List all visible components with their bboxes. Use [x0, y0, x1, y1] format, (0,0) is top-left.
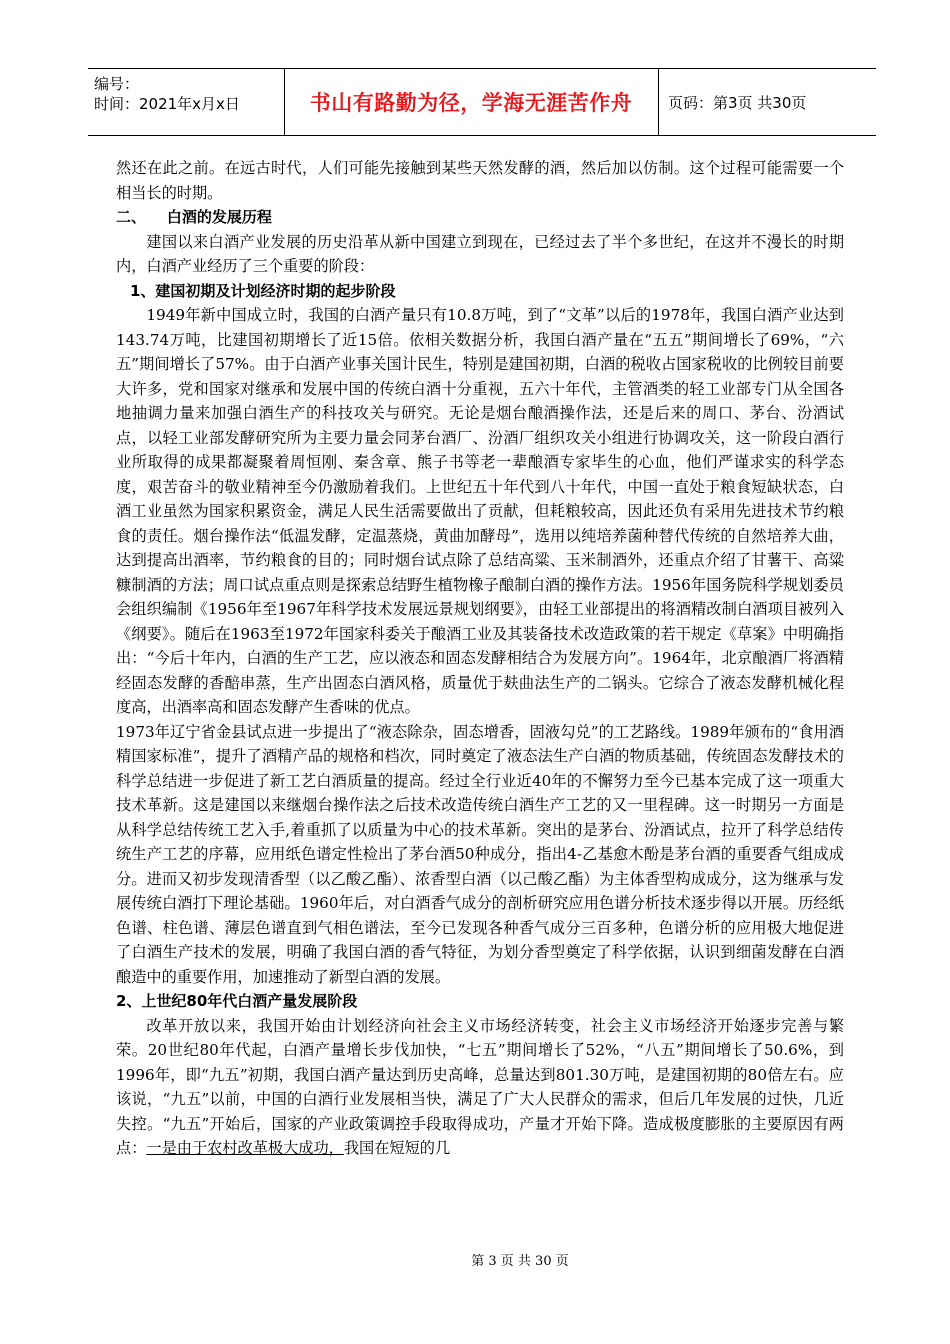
- page-footer: [0, 1250, 950, 1269]
- stage2-text: 改革开放以来，我国开始由计划经济向社会主义市场经济转变，社会主义市场经济开始逐步完善与繁荣。20世纪80年代起，白酒产量增长步伐加快，“七五”期间增长了52%，“八五”期间增长了50.6%，到1996年，即“九五”初期，我国白酒产量达到历史高峰，总量达到801.30万吨，是建国初期的80倍左右。应该说，“九五”以前，中国的白酒行业发展相当快，满足了广大人民群众的需求，但后几年发展的过快，几近失控。“九五”开始后，国家的产业政策调控手段取得成功，产量才开始下降。造成极度膨胀的主要原因有两点：: [116, 1016, 844, 1157]
- header-page-cell: [658, 69, 876, 135]
- continuation-paragraph: 然还在此之前。在远古时代，人们可能先接触到某些天然发酵的酒，然后加以仿制。这个过程可能需要一个相当长的时期。: [116, 159, 844, 202]
- header-motto: 书山有路勤为径，学海无涯苦作舟: [309, 91, 633, 115]
- page-header: [88, 68, 876, 136]
- document-body: [116, 156, 844, 1161]
- document-number: 编号：: [94, 75, 140, 93]
- footer-page-number: 第 3 页 共 30 页: [471, 1254, 569, 1269]
- intro-paragraph: 建国以来白酒产业发展的历史沿革从新中国建立到现在，已经过去了半个多世纪，在这并不漫长的时期内，白酒产业经历了三个重要的阶段：: [116, 232, 844, 275]
- section-heading: 二、 白酒的发展历程: [116, 208, 272, 226]
- underlined-phrase: 一是由于农村改革极大成功，: [146, 1139, 344, 1157]
- header-page-info: 页码：第3页 共30页: [668, 93, 807, 112]
- document-date: 时间：2021年x月x日: [94, 95, 240, 113]
- stage2-tail: 我国在短短的几: [343, 1139, 451, 1157]
- stage1-paragraph-a: 1949年新中国成立时，我国的白酒产量只有10.8万吨，到了“文革”以后的1978年，我国白酒产业达到143.74万吨，比建国初期增长了近15倍。依相关数据分析，我国白酒产量在“五五”期间增长了69%，“六五”期间增长了57%。由于白酒产业事关国计民生，特别是建国初期，白酒的税收占国家税收的比例较目前要大许多，党和国家对继承和发展中国的传统白酒十分重视，五六十年代，主管酒类的轻工业部专门从全国各地抽调力量来加强白酒生产的科技攻关与研究。无论是烟台酿酒操作法，还是后来的周口、茅台、汾酒试点，以轻工业部发酵研究所为主要力量会同茅台酒厂、汾酒厂组织攻关小组进行协调攻关，这一阶段白酒行业所取得的成果都凝聚着周恒刚、秦含章、熊子书等老一辈酿酒专家毕生的心血，他们严谨求实的科学态度，艰苦奋斗的敬业精神至今仍激励着我们。上世纪五十年代到八十年代，中国一直处于粮食短缺状态，白酒工业虽然为国家积累资金，满足人民生活需要做出了贡献，但耗粮较高，因此还负有采用先进技术节约粮食的责任。烟台操作法“低温发酵，定温蒸烧，黄曲加酵母”，选用以纯培养菌种替代传统的自然培养大曲，达到提高出酒率，节约粮食的目的；同时烟台试点除了总结高粱、玉米制酒外，还重点介绍了甘薯干、高粱糠制酒的方法；周口试点重点则是探索总结野生植物橡子酿制白酒的操作方法。1956年国务院科学规划委员会组织编制《1956年至1967年科学技术发展远景规划纲要》，由轻工业部提出的将酒精改制白酒项目被列入《纲要》。随后在1963至1972年国家科委关于酿酒工业及其装备技术改造政策的若干规定《草案》中明确指出：“今后十年内，白酒的生产工艺，应以液态和固态发酵相结合为发展方向”。1964年，北京酿酒厂将酒精经固态发酵的香醅串蒸，生产出固态白酒风格，质量优于麸曲法生产的二锅头。它综合了液态发酵机械化程度高，出酒率高和固态发酵产生香味的优点。: [116, 306, 844, 716]
- stage2-paragraph: [116, 1014, 844, 1161]
- header-meta-cell: [88, 69, 285, 135]
- subsection-heading-2: 2、上世纪80年代白酒产量发展阶段: [116, 992, 358, 1010]
- stage1-paragraph-b: 1973年辽宁省金县试点进一步提出了“液态除杂，固态增香，固液勾兑”的工艺路线。1989年颁布的“食用酒精国家标准”，提升了酒精产品的规格和档次，同时奠定了液态法生产白酒的物质基础，传统固态发酵技术的科学总结进一步促进了新工艺白酒质量的提高。经过全行业近40年的不懈努力至今已基本完成了这一项重大技术革新。这是建国以来继烟台操作法之后技术改造传统白酒生产工艺的又一里程碑。这一时期另一方面是从科学总结传统工艺入手,着重抓了以质量为中心的技术革新。突出的是茅台、汾酒试点，拉开了科学总结传统生产工艺的序幕，应用纸色谱定性检出了茅台酒50种成分，指出4-乙基愈木酚是茅台酒的重要香气组成成分。进而又初步发现清香型（以乙酸乙酯）、浓香型白酒（以己酸乙酯）为主体香型构成成分，这为继承与发展传统白酒打下理论基础。1960年后，对白酒香气成分的剖析研究应用色谱分析技术逐步得以开展。历经纸色谱、柱色谱、薄层色谱直到气相色谱法，至今已发现各种香气成分三百多种，色谱分析的应用极大地促进了白酒生产技术的发展，明确了我国白酒的香气特征，为划分香型奠定了科学依据，认识到细菌发酵在白酒酿造中的重要作用，加速推动了新型白酒的发展。: [116, 722, 844, 986]
- header-motto-cell: [284, 69, 659, 135]
- subsection-heading-1: 1、建国初期及计划经济时期的起步阶段: [130, 281, 396, 300]
